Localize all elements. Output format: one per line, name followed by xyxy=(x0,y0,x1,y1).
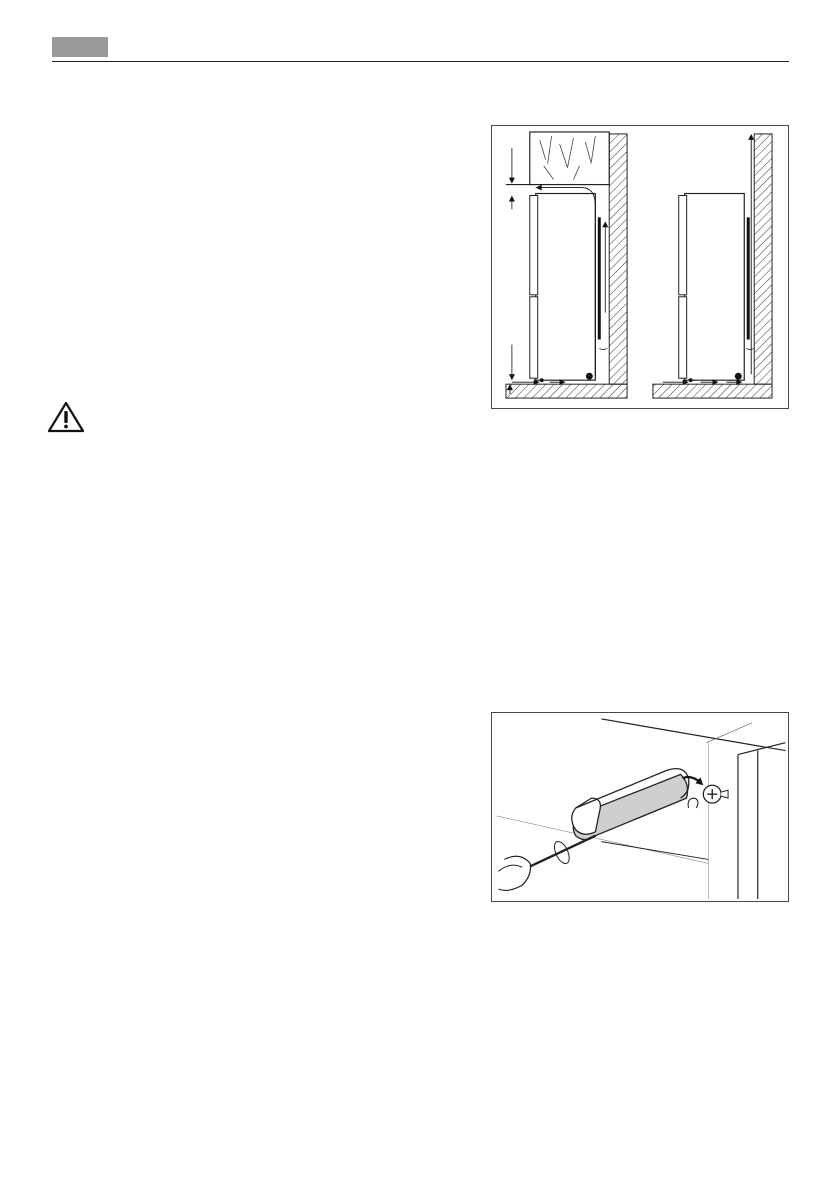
left-scene xyxy=(506,132,627,398)
warning-triangle-icon xyxy=(46,400,86,434)
section-tab xyxy=(52,37,108,57)
hinge-cover-illustration xyxy=(492,713,788,901)
floor-right xyxy=(653,384,772,398)
ventilation-figure xyxy=(491,125,789,409)
floor-left xyxy=(506,384,627,398)
fridge-right xyxy=(685,194,745,381)
header-rule xyxy=(52,61,789,62)
right-scene xyxy=(653,134,772,398)
fridge-door-upper xyxy=(530,196,538,295)
wall-left xyxy=(609,134,627,384)
hinge-cover-figure xyxy=(491,712,789,902)
wall-right xyxy=(754,134,772,384)
fridge-left xyxy=(536,194,596,381)
hand-icon xyxy=(499,856,531,890)
ventilation-diagram xyxy=(492,126,788,408)
fridge-door-lower xyxy=(530,297,538,378)
